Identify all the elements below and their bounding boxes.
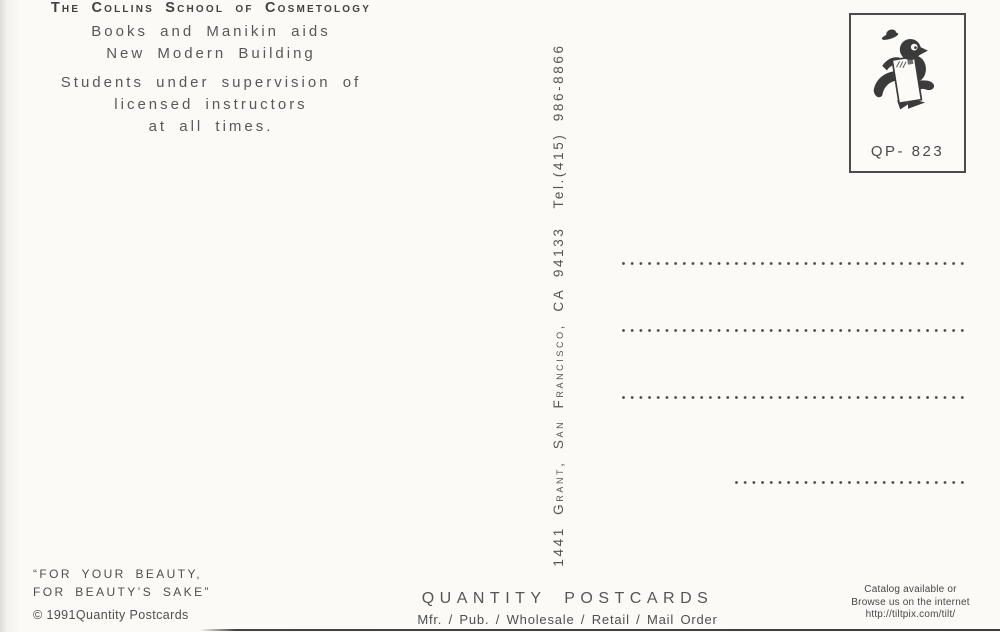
school-info-block	[0, 0, 422, 138]
catalog-note-block	[828, 584, 993, 622]
school-info-line: New Modern Building	[106, 45, 316, 62]
supervision-note	[0, 72, 422, 138]
catalog-note-line: Browse us on the internet	[851, 596, 970, 608]
supervision-line: at all times.	[148, 118, 274, 135]
school-info-line: Books and Manikin aids	[91, 23, 331, 40]
publisher-name: QUANTITY POSTCARDS	[421, 590, 714, 607]
slogan-line: FOR BEAUTY’S SAKE”	[33, 584, 211, 599]
catalog-note-url: http://tiltpix.com/tilt/	[865, 609, 956, 620]
supervision-line: licensed instructors	[114, 96, 308, 113]
supervision-line: Students under supervision of	[60, 74, 362, 91]
vertical-address-stripe	[551, 40, 573, 570]
slogan-line: “FOR YOUR BEAUTY,	[33, 567, 203, 581]
stamp-box	[849, 13, 966, 173]
running-postcard-carrier-icon	[869, 25, 947, 113]
address-dotted-line	[735, 481, 964, 484]
publisher-services: Mfr. / Pub. / Wholesale / Retail / Mail Order	[417, 612, 718, 627]
scan-edge-line	[200, 629, 1000, 631]
school-name: The Collins School of Cosmetology	[50, 0, 372, 16]
street-city-text: 1441 Grant, San Francisco, CA 94133	[551, 226, 566, 567]
phone-text: Tel.(415) 986-8866	[551, 43, 566, 209]
address-dotted-line	[622, 396, 969, 399]
address-dotted-line	[622, 262, 969, 265]
address-dotted-line	[622, 329, 969, 332]
slogan-block	[33, 566, 211, 601]
copyright-line: © 1991Quantity Postcards	[33, 608, 189, 622]
publisher-block	[400, 590, 735, 627]
catalog-note-line: Catalog available or	[864, 584, 957, 595]
stamp-code: QP- 823	[870, 143, 945, 160]
